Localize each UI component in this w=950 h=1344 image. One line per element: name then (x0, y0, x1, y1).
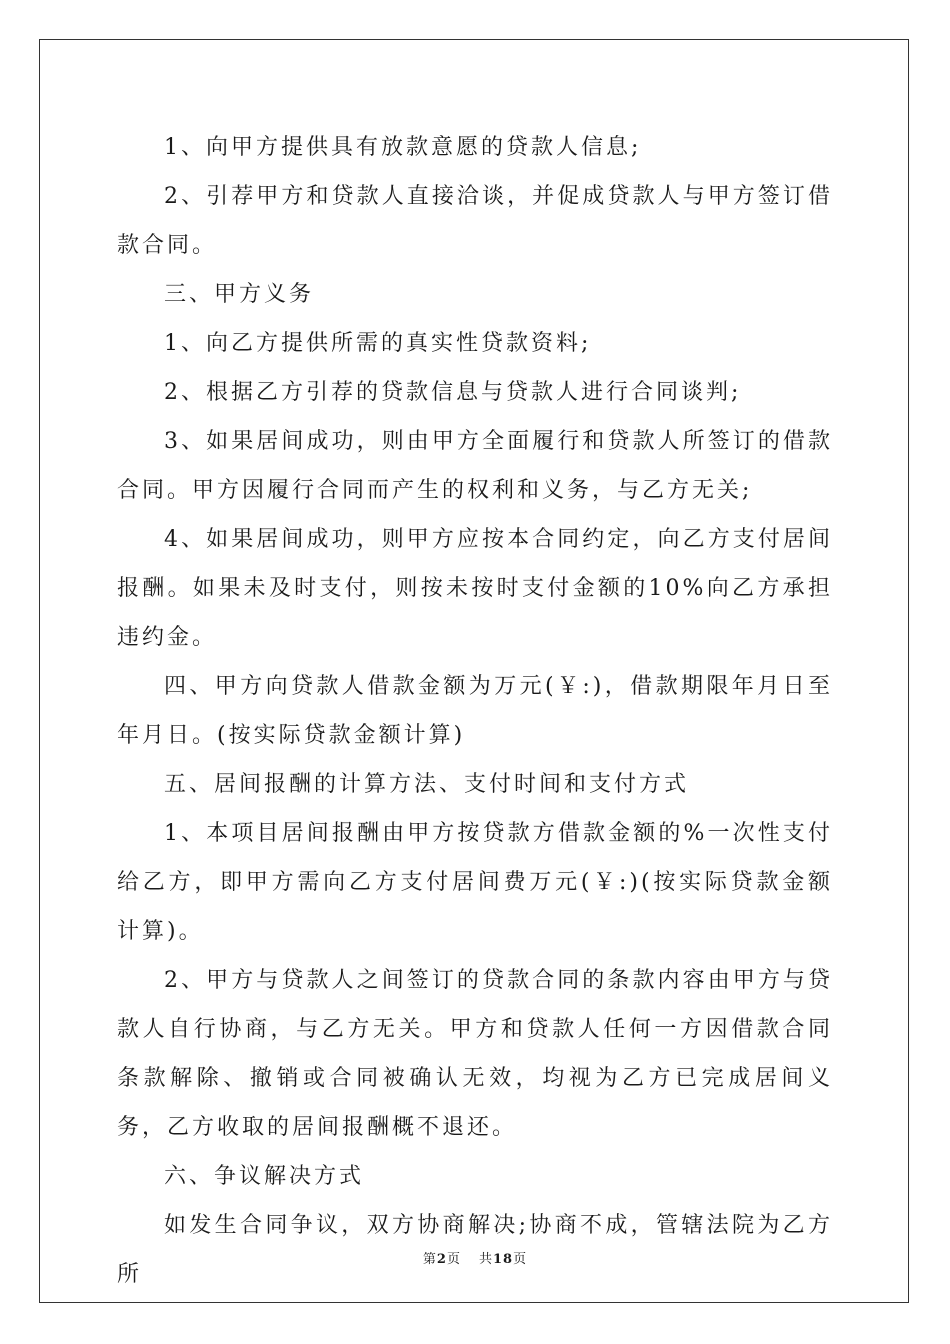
paragraph: 1、向乙方提供所需的真实性贷款资料; (164, 331, 592, 356)
paragraph: 3、如果居间成功，则由甲方全面履行和贷款人所签订的借款合同。甲方因履行合同而产生的权利和义务，与乙方无关; (117, 429, 833, 503)
paragraph: 2、引荐甲方和贷款人直接洽谈，并促成贷款人与甲方签订借款合同。 (117, 184, 833, 258)
section-heading: 四、甲方向贷款人借款金额为万元(￥:)，借款期限年月日至年月日。(按实际贷款金额计算) (117, 674, 833, 748)
page-footer (0, 1248, 950, 1267)
page-suffix: 页 (446, 1252, 461, 1267)
paragraph: 1、本项目居间报酬由甲方按贷款方借款金额的%一次性支付给乙方，即甲方需向乙方支付居间费万元(￥:)(按实际贷款金额计算)。 (117, 821, 833, 944)
section-heading: 六、争议解决方式 (164, 1164, 365, 1189)
page-prefix: 第 (422, 1252, 437, 1267)
total-suffix: 页 (513, 1252, 528, 1267)
section-heading: 五、居间报酬的计算方法、支付时间和支付方式 (164, 772, 690, 797)
total-prefix: 共 (478, 1252, 493, 1267)
document-body (117, 123, 833, 1299)
paragraph: 如发生合同争议，双方协商解决;协商不成，管辖法院为乙方所 (117, 1213, 833, 1287)
paragraph: 4、如果居间成功，则甲方应按本合同约定，向乙方支付居间报酬。如果未及时支付，则按未按时支付金额的10%向乙方承担违约金。 (117, 527, 833, 650)
paragraph: 2、根据乙方引荐的贷款信息与贷款人进行合同谈判; (164, 380, 742, 405)
paragraph: 2、甲方与贷款人之间签订的贷款合同的条款内容由甲方与贷款人自行协商，与乙方无关。甲方和贷款人任何一方因借款合同条款解除、撤销或合同被确认无效，均视为乙方已完成居间义务，乙方收取的居间报酬概不退还。 (117, 968, 833, 1140)
total-pages: 18 (492, 1252, 514, 1267)
paragraph: 1、向甲方提供具有放款意愿的贷款人信息; (164, 135, 642, 160)
section-heading: 三、甲方义务 (164, 282, 315, 307)
page-number: 2 (436, 1252, 447, 1267)
